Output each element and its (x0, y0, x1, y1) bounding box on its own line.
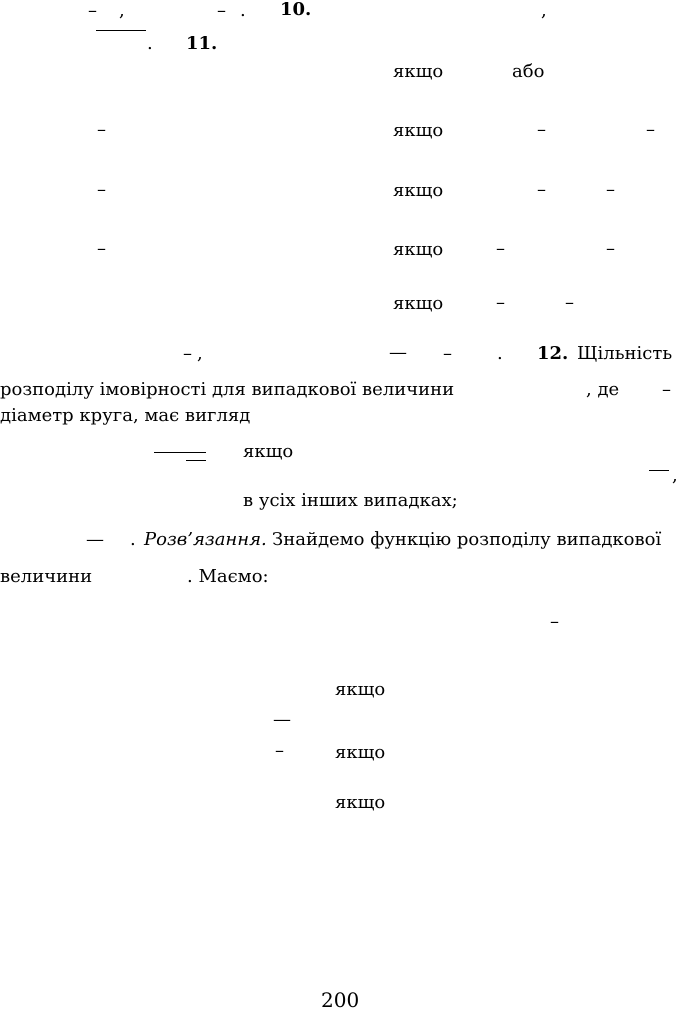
case-otherwise: в усіх інших випадках; (243, 490, 458, 511)
dash: – (183, 343, 192, 364)
case-if: якщо (393, 120, 444, 141)
fraction-bar (186, 460, 206, 461)
case-if: якщо (393, 61, 444, 82)
dash: – (496, 292, 505, 313)
fraction-bar (649, 470, 669, 471)
comma: , (119, 0, 125, 21)
problem-12-text: розподілу імовірності для випадкової величини (0, 379, 455, 400)
dash: – (443, 343, 452, 364)
dash: – (217, 0, 226, 21)
problem-12-number: 12. (537, 343, 569, 364)
comma: , (541, 0, 547, 21)
solution-text: Знайдемо функцію розподілу випадкової (272, 529, 662, 550)
period: . (497, 343, 503, 364)
problem-12-text: діаметр круга, має вигляд (0, 405, 251, 426)
dash: – (537, 179, 546, 200)
dash: – (97, 238, 106, 259)
problem-10-number: 10. (280, 0, 312, 20)
solution-text: величини (0, 566, 93, 587)
problem-12-text: , де (586, 379, 620, 400)
fraction-bar (96, 30, 146, 31)
fraction-bar (154, 452, 206, 453)
case-if: якщо (393, 239, 444, 260)
dash: – (606, 238, 615, 259)
dash: – (565, 292, 574, 313)
dash: – (496, 238, 505, 259)
problem-11-number: 11. (186, 33, 218, 54)
case-or: або (512, 61, 545, 82)
dash: – (97, 119, 106, 140)
comma: , (672, 465, 678, 486)
case-if: якщо (393, 180, 444, 201)
solution-label: Розв’язання. (144, 529, 267, 550)
dash: – (275, 740, 284, 761)
period: . (147, 33, 153, 54)
problem-12-text: Щільність (577, 343, 673, 364)
dash: – (97, 179, 106, 200)
case-if: якщо (335, 679, 386, 700)
period: . (240, 0, 246, 21)
case-if: якщо (243, 441, 294, 462)
solution-text: . Маємо: (187, 566, 269, 587)
long-dash: — (86, 529, 104, 550)
case-if: якщо (393, 293, 444, 314)
dash: – (537, 119, 546, 140)
dash: – (606, 179, 615, 200)
long-dash: — (389, 342, 407, 363)
dash: – (662, 379, 671, 400)
long-dash: — (273, 709, 291, 730)
case-if: якщо (335, 742, 386, 763)
period: . (130, 529, 136, 550)
comma: , (197, 343, 203, 364)
case-if: якщо (335, 792, 386, 813)
dash: – (88, 0, 97, 21)
dash: – (550, 611, 559, 632)
page-number: 200 (321, 988, 360, 1012)
dash: – (646, 119, 655, 140)
